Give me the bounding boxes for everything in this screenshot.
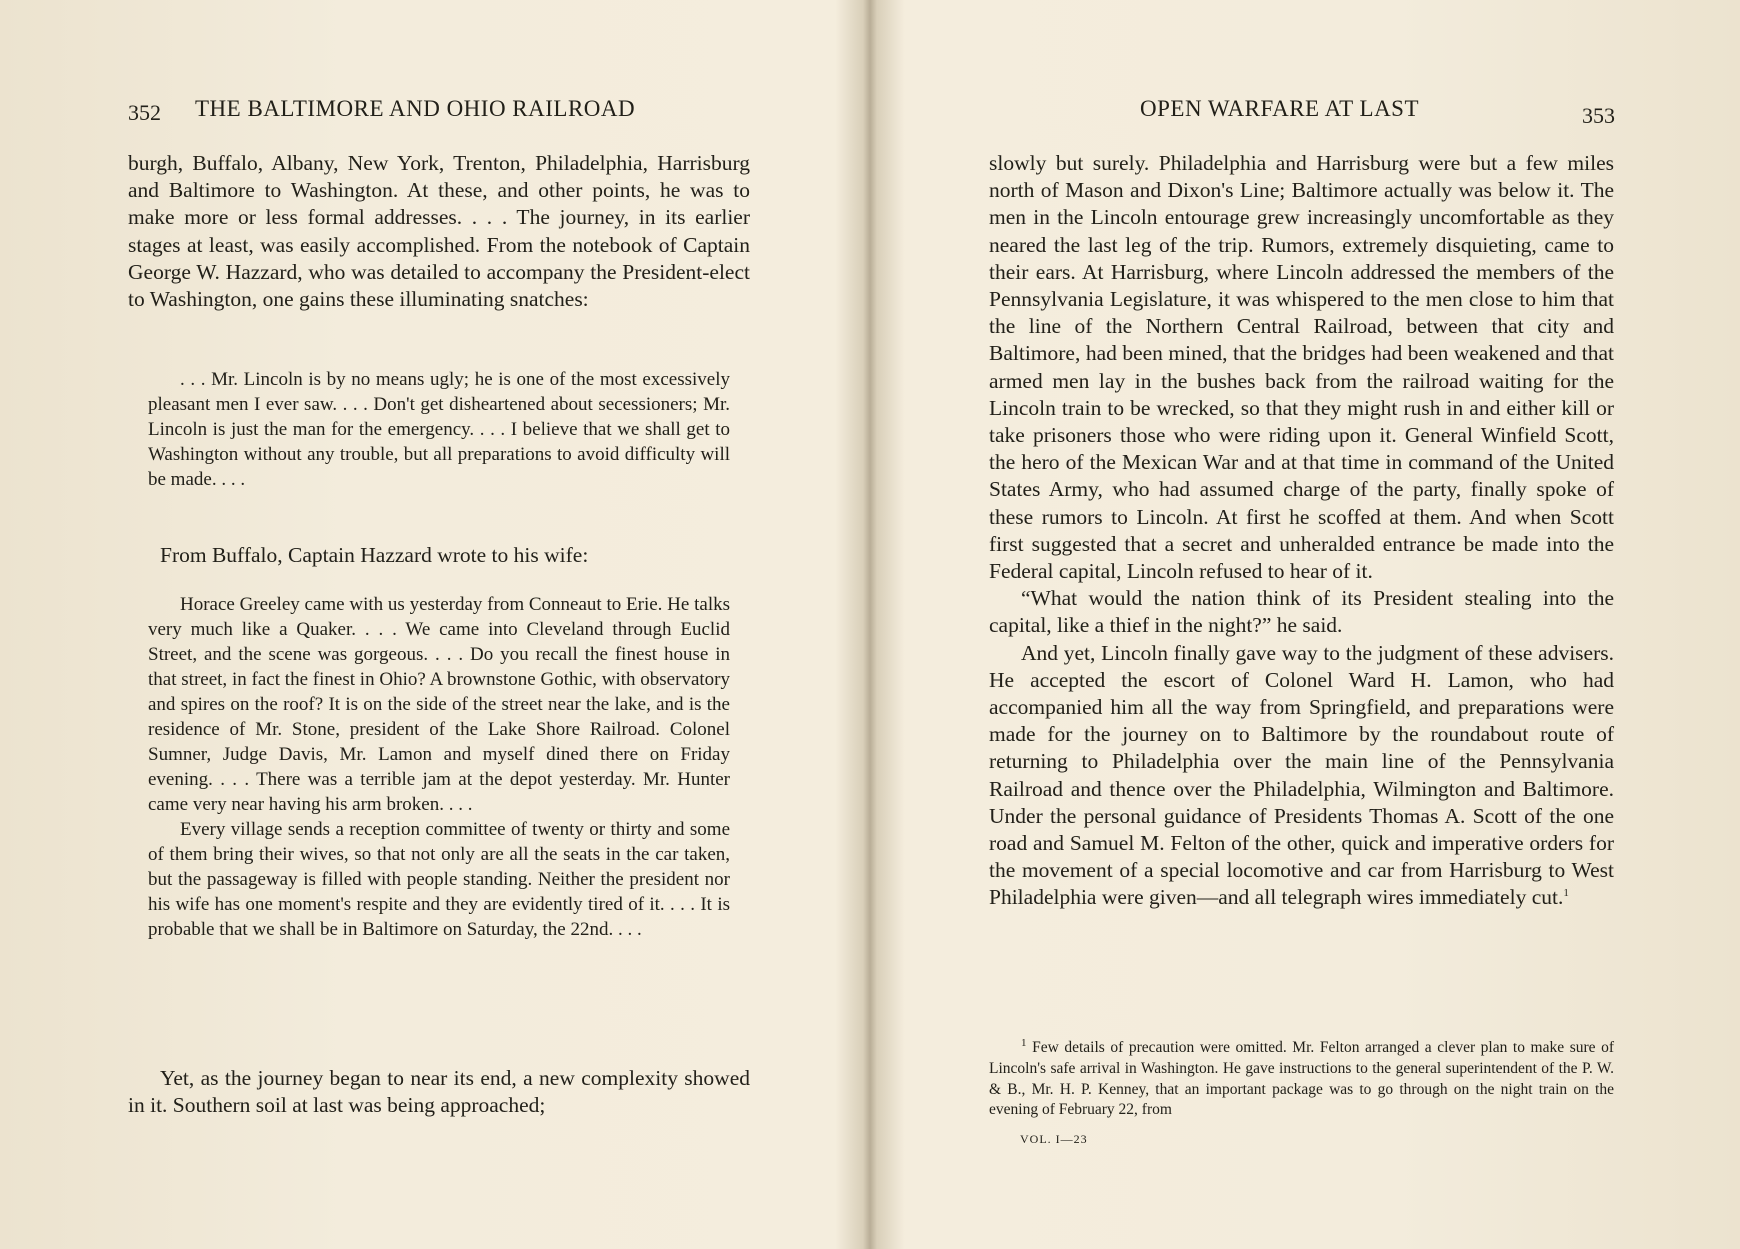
footnote-line [989,1038,1614,1121]
footnote-marker: 1 [1563,887,1569,900]
paragraph-text: From Buffalo, Captain Hazzard wrote to his wife: [160,543,589,567]
footnote-text: Few details of precaution were omitted. Mr. Felton arranged a clever plan to make sure of Lincoln's safe arrival in Washington. He gave instructions to the general superintendent of the P. W. & B., Mr. H. P. Kenney, that an important package was to go through on the night train on the evening of February 22, from [989,1039,1614,1119]
page-number: 352 [128,100,161,125]
paragraph-text: “What would the nation think of its President stealing into the capital, like a thief in the night?” he said. [989,586,1614,638]
block-quote [148,367,730,492]
body-paragraph [128,1065,750,1119]
paragraph-with-note [989,640,1614,912]
paragraph-text: And yet, Lincoln finally gave way to the judgment of these advisers. He accepted the escort of Colonel Ward H. Lamon, who had accompanied him all the way from Springfield, and preparations were made for the journey on to Baltimore by the roundabout route of returning to Philadelphia over the main line of the Pennsylvania Railroad and thence over the Philadelphia, Wilmington and Baltimore. Under the personal guidance of Presidents Thomas A. Scott of the one road and Samuel M. Felton of the other, quick and imperative orders for the movement of a special locomotive and car from Harrisburg to West Philadelphia were given—and all telegraph wires immediately cut. [989,640,1614,910]
footnote [989,1038,1614,1121]
running-head: OPEN WARFARE AT LAST [1140,96,1420,121]
paragraph-text: slowly but surely. Philadelphia and Harrisburg were but a few miles north of Mason and Dixon's Line; Baltimore actually was below it. The men in the Lincoln entourage grew increasingly uncomfortable as they neared the last leg of the trip. Rumors, extremely disquieting, came to their ears. At Harrisburg, where Lincoln addressed the members of the Pennsylvania Legislature, it was whispered to the men close to him that the line of the Northern Central Railroad, between that city and Baltimore, had been mined, that the bridges had been weakened and that armed men lay in the bushes back from the railroad waiting for the Lincoln train to be wrecked, so that they might rush in and either kill or take prisoners those who were riding upon it. General Winfield Scott, the hero of the Mexican War and at that time in command of the United States Army, who had assumed charge of the party, finally spoke of these rumors to Lincoln. At first he scoffed at them. And when Scott first suggested that a secret and unheralded entrance be made into the Federal capital, Lincoln refused to hear of it. [989,151,1614,584]
block-quote [148,592,730,942]
quote-text: . . . Mr. Lincoln is by no means ugly; he is one of the most excessively pleasant men I ever saw. . . . Don't get disheartened about secessioners; Mr. Lincoln is just the man for the emergency. . . . I believe that we shall get to Washington without any trouble, but all preparations to avoid difficulty will be made. . . . [148,369,730,490]
body-paragraph [160,542,750,569]
page-number: 353 [1582,103,1615,128]
running-head: THE BALTIMORE AND OHIO RAILROAD [195,96,636,121]
body-paragraphs [989,150,1614,912]
signature-mark: VOL. I—23 [1020,1132,1088,1146]
footnote-marker: 1 [1021,1036,1027,1049]
quote-text: Every village sends a reception committee of twenty or thirty and some of them bring their wives, so that not only are all the seats in the car taken, but the passageway is filled with people standing. Neither the president nor his wife has one moment's respite and they are evidently tired of it. . . . It is probable that we shall be in Baltimore on Saturday, the 22nd. . . . [148,819,730,940]
quote-text: Horace Greeley came with us yesterday from Conneaut to Erie. He talks very much like a Quaker. . . . We came into Cleveland through Euclid Street, and the scene was gorgeous. . . . Do you recall the finest house in that street, in fact the finest in Ohio? A brownstone Gothic, with observatory and spires on the roof? It is on the side of the street near the lake, and is the residence of Mr. Stone, president of the Lake Shore Railroad. Colonel Sumner, Judge Davis, Mr. Lamon and myself dined there on Friday evening. . . . There was a terrible jam at the depot yesterday. Mr. Hunter came very near having his arm broken. . . . [148,594,730,815]
body-paragraph [128,150,750,313]
paragraph-text: Yet, as the journey began to near its end, a new complexity showed in it. Southern soil at last was being approached; [128,1066,750,1118]
right-page [870,0,1740,1249]
paragraph-text: burgh, Buffalo, Albany, New York, Trenton, Philadelphia, Harrisburg and Baltimore to Washington. At these, and other points, he was to make more or less formal addresses. . . . The journey, in its earlier stages at least, was easily accomplished. From the notebook of Captain George W. Hazzard, who was detailed to accompany the President-elect to Washington, one gains these illuminating snatches: [128,151,750,312]
